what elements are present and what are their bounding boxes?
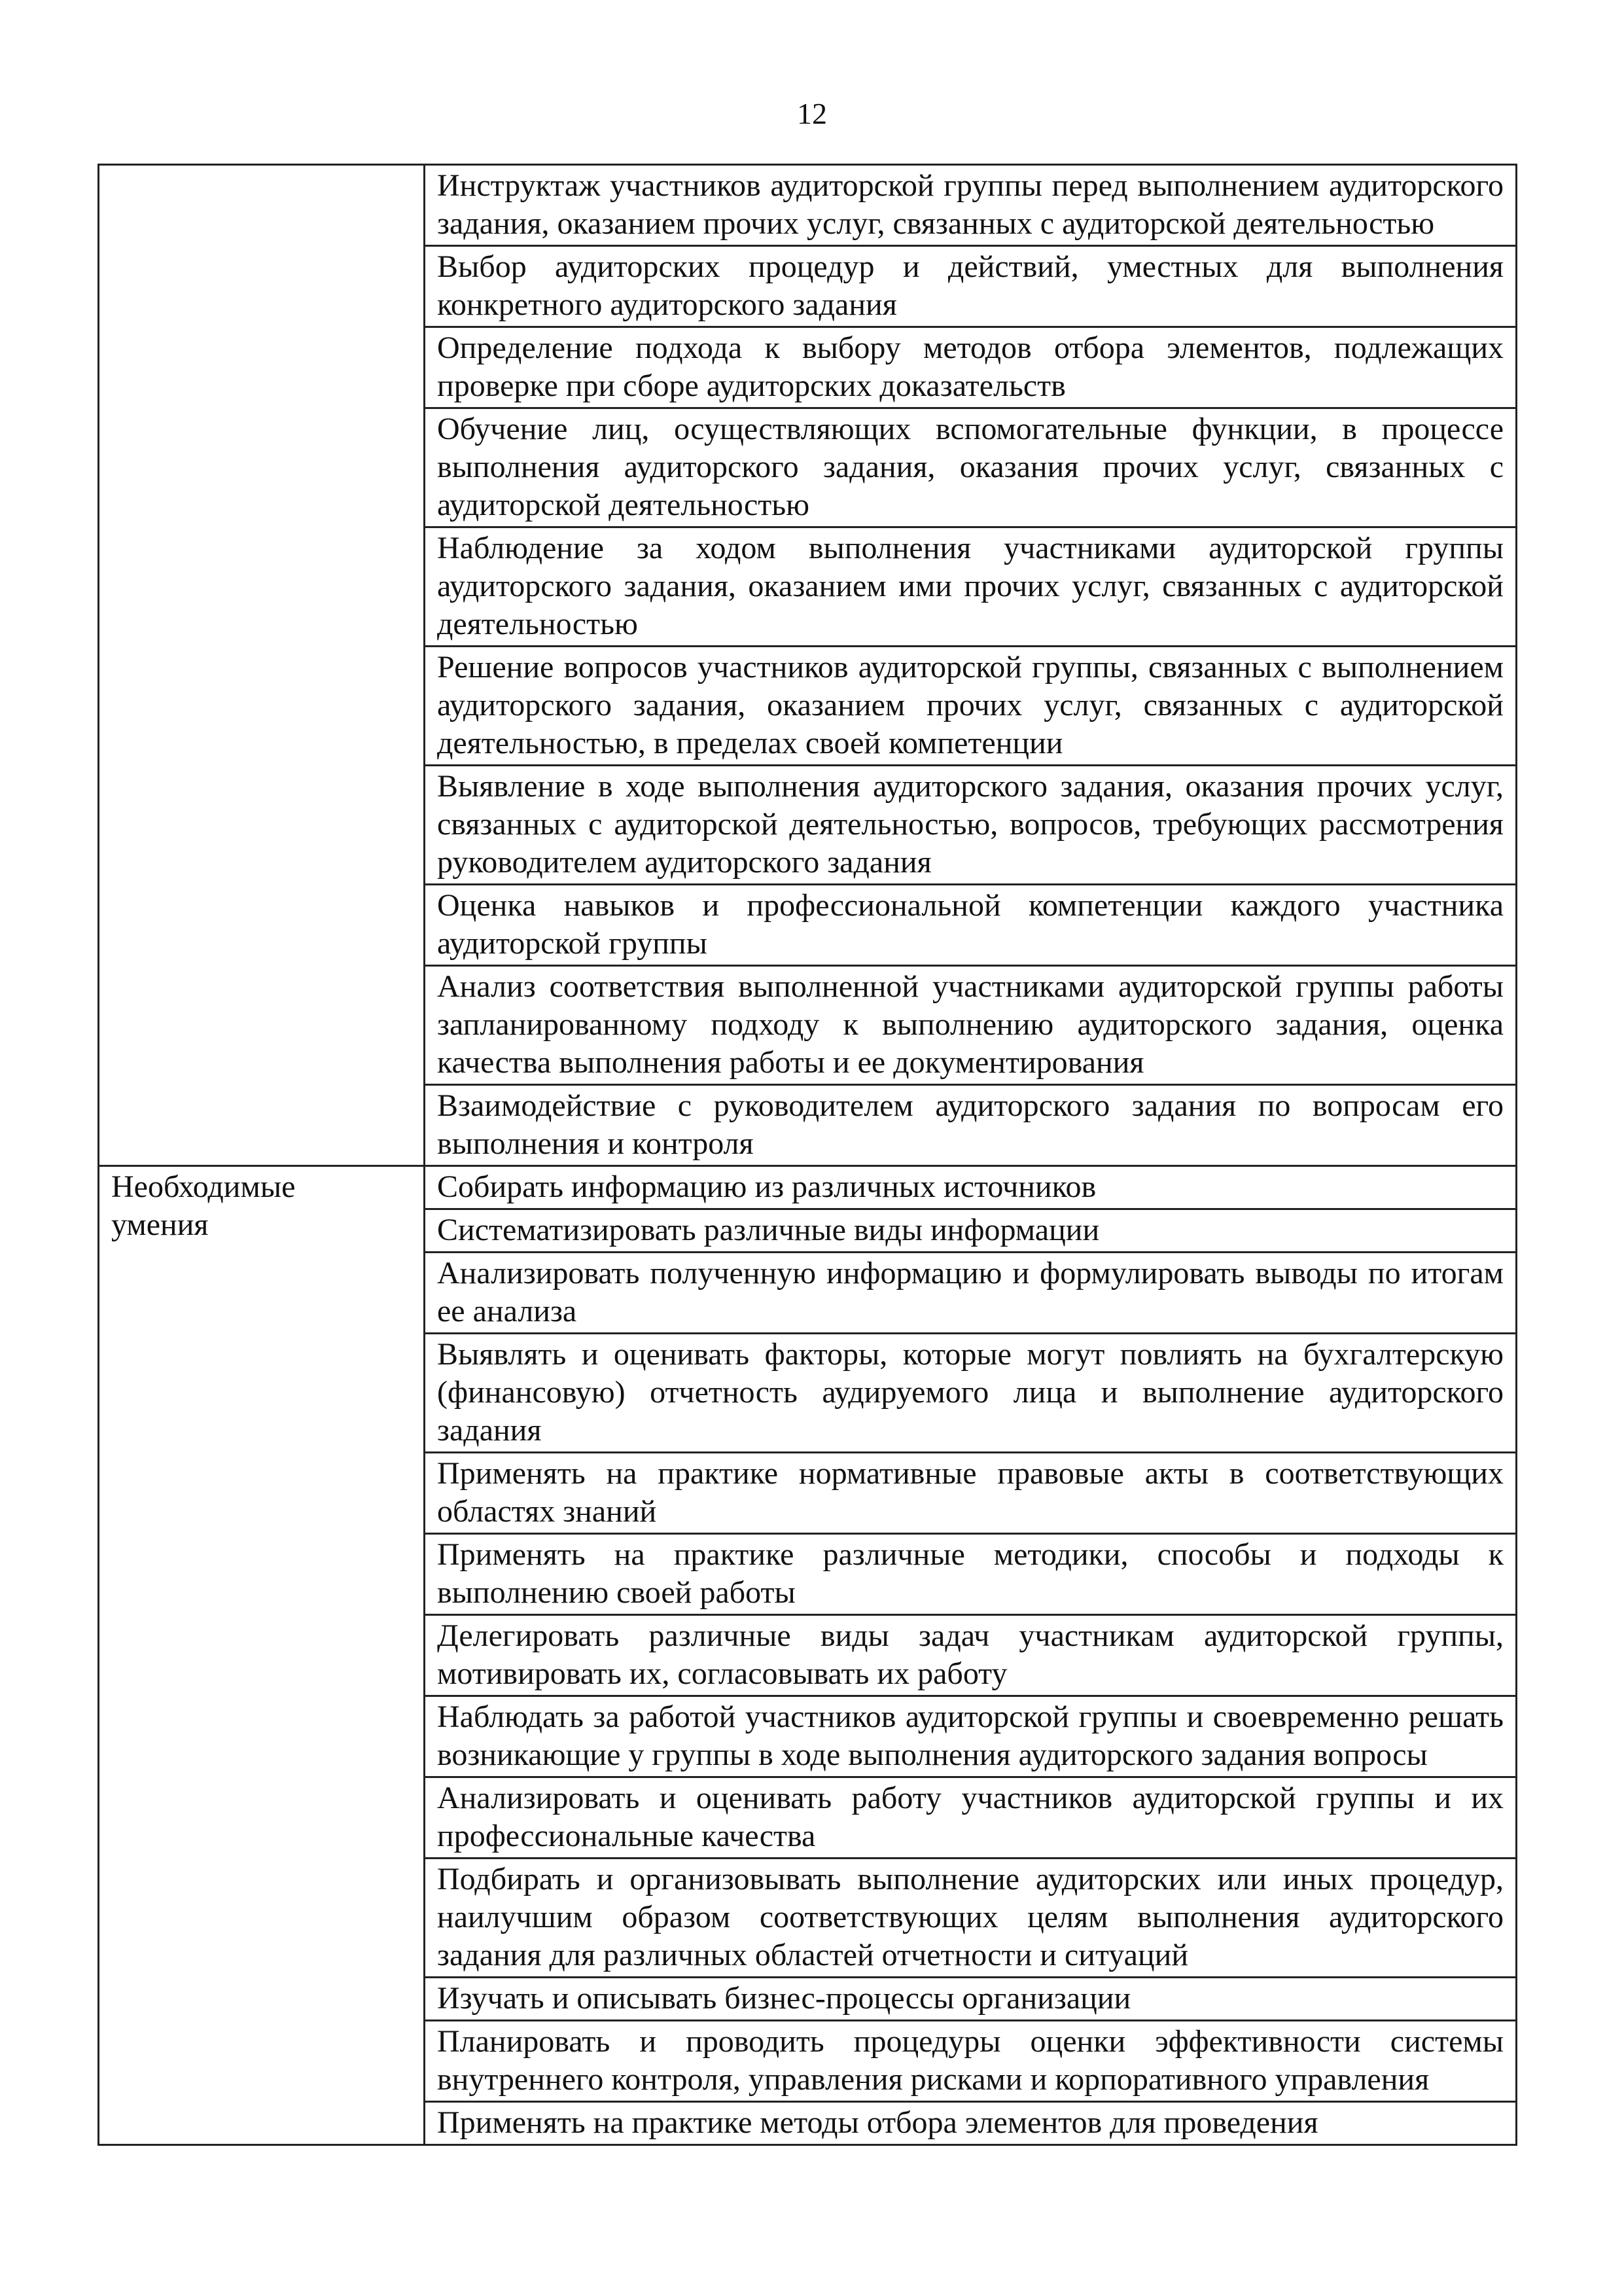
table-cell: Выявлять и оценивать факторы, которые могут повлиять на бухгалтерскую (финансовую) отчетность аудируемого лица и выполнение аудиторского задания xyxy=(425,1334,1517,1453)
table-cell: Решение вопросов участников аудиторской группы, связанных с выполнением аудиторского задания, оказанием прочих услуг, связанных с аудиторской деятельностью, в пределах своей компетенции xyxy=(425,647,1517,766)
section-label-labor-actions xyxy=(99,165,425,1166)
table-cell: Анализировать и оценивать работу участников аудиторской группы и их профессиональные качества xyxy=(425,1777,1517,1859)
table-cell: Определение подхода к выбору методов отбора элементов, подлежащих проверке при сборе аудиторских доказательств xyxy=(425,327,1517,408)
table-cell: Анализировать полученную информацию и формулировать выводы по итогам ее анализа xyxy=(425,1253,1517,1334)
table-cell: Выбор аудиторских процедур и действий, уместных для выполнения конкретного аудиторского задания xyxy=(425,246,1517,327)
table-cell: Оценка навыков и профессиональной компетенции каждого участника аудиторской группы xyxy=(425,885,1517,966)
table-cell: Систематизировать различные виды информации xyxy=(425,1209,1517,1253)
section-label-line: умения xyxy=(111,1207,209,1242)
table-cell: Наблюдение за ходом выполнения участниками аудиторской группы аудиторского задания, оказанием ими прочих услуг, связанных с аудиторской деятельностью xyxy=(425,527,1517,647)
table-cell: Изучать и описывать бизнес-процессы организации xyxy=(425,1978,1517,2021)
page-number: 12 xyxy=(797,97,827,130)
table-cell: Применять на практике нормативные правовые акты в соответствующих областях знаний xyxy=(425,1453,1517,1534)
table-cell: Применять на практике методы отбора элементов для проведения xyxy=(425,2102,1517,2145)
table-cell: Взаимодействие с руководителем аудиторского задания по вопросам его выполнения и контроля xyxy=(425,1085,1517,1166)
table-cell: Собирать информацию из различных источников xyxy=(425,1166,1517,1209)
table-cell: Выявление в ходе выполнения аудиторского задания, оказания прочих услуг, связанных с аудиторской деятельностью, вопросов, требующих рассмотрения руководителем аудиторского задания xyxy=(425,766,1517,885)
table-cell: Анализ соответствия выполненной участниками аудиторской группы работы запланированному подходу к выполнению аудиторского задания, оценка качества выполнения работы и ее документирования xyxy=(425,966,1517,1085)
table-cell: Планировать и проводить процедуры оценки эффективности системы внутреннего контроля, управления рисками и корпоративного управления xyxy=(425,2021,1517,2102)
section-label-required-skills xyxy=(99,1166,425,2145)
table-cell: Подбирать и организовывать выполнение аудиторских или иных процедур, наилучшим образом соответствующих целям выполнения аудиторского задания для различных областей отчетности и ситуаций xyxy=(425,1859,1517,1978)
table-row xyxy=(99,165,1517,246)
table-row xyxy=(99,1166,1517,1209)
competency-table xyxy=(97,164,1517,2146)
table-cell: Применять на практике различные методики, способы и подходы к выполнению своей работы xyxy=(425,1534,1517,1615)
table-cell: Инструктаж участников аудиторской группы перед выполнением аудиторского задания, оказанием прочих услуг, связанных с аудиторской деятельностью xyxy=(425,165,1517,246)
table-cell: Делегировать различные виды задач участникам аудиторской группы, мотивировать их, согласовывать их работу xyxy=(425,1615,1517,1696)
table-cell: Обучение лиц, осуществляющих вспомогательные функции, в процессе выполнения аудиторского задания, оказания прочих услуг, связанных с аудиторской деятельностью xyxy=(425,408,1517,527)
section-label-line: Необходимые xyxy=(111,1169,296,1204)
table-cell: Наблюдать за работой участников аудиторской группы и своевременно решать возникающие у группы в ходе выполнения аудиторского задания вопросы xyxy=(425,1696,1517,1777)
